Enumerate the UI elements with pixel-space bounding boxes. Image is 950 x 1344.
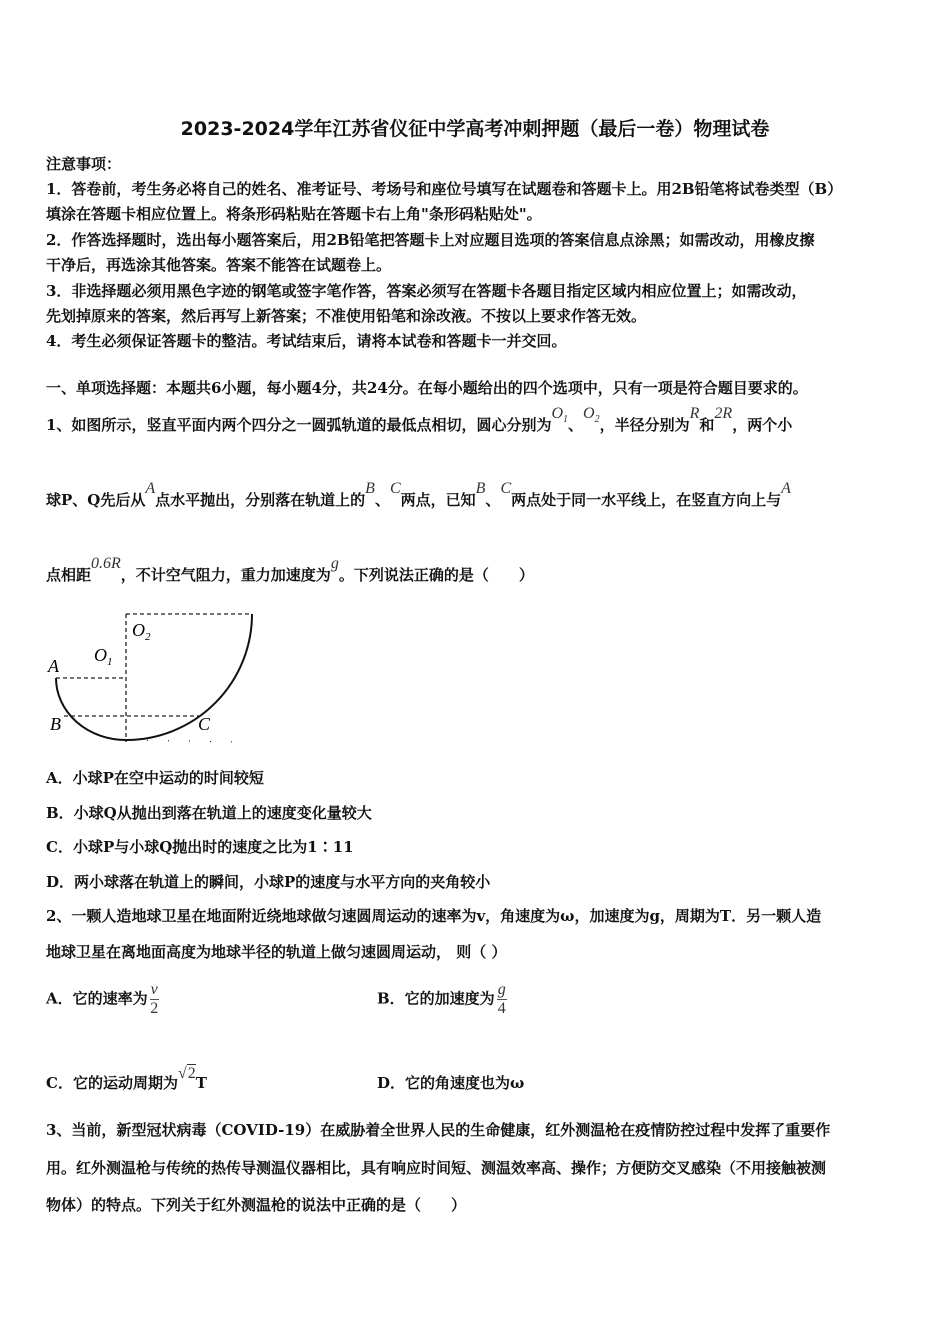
math-c: C (389, 480, 401, 497)
q2-option-c (46, 1065, 207, 1093)
notice-line: 干净后，再选涂其他答案。答案不能答在试题卷上。 (46, 256, 392, 274)
ground-tick (126, 740, 240, 742)
math-g: g (330, 555, 339, 572)
label-b: B (50, 714, 61, 734)
notice-line: 先划掉原来的答案，然后再写上新答案；不准使用铅笔和涂改液。不按以上要求作答无效。 (46, 307, 647, 325)
q1-text: 。下列说法正确的是（ ） (338, 566, 534, 584)
q1-text: 和 (699, 416, 715, 434)
math-c: C (500, 480, 512, 497)
q2-text-line2: 地球卫星在离地面高度为地球半径的轨道上做匀速圆周运动， 则（ ） (46, 943, 507, 961)
q1-figure-arcs (44, 608, 254, 748)
small-arc (56, 678, 126, 740)
fraction: $\frac{g}{4}$ (497, 981, 506, 1017)
q1-text-line3 (46, 555, 534, 585)
math-2r: 2R (714, 405, 733, 422)
math-b: B (365, 480, 375, 497)
label-o2: $O_2$ (132, 620, 151, 643)
option-text: T (195, 1074, 207, 1092)
q1-text: 点水平抛出，分别落在轨道上的 (155, 491, 366, 509)
option-text: A．它的速率为 (46, 989, 148, 1008)
q1-option-d: D．两小球落在轨道上的瞬间，小球P的速度与水平方向的夹角较小 (46, 873, 491, 891)
label-a: A (48, 656, 59, 676)
notice-header: 注意事项： (46, 155, 122, 173)
q2-option-d: D．它的角速度也为ω (377, 1074, 525, 1092)
math-o2: $O_2$ (583, 405, 600, 426)
q2-option-b (377, 981, 507, 1018)
q1-text: ，半径分别为 (599, 416, 690, 434)
fraction: $\frac{v}{2}$ (150, 981, 159, 1017)
q3-text-line2: 用。红外测温枪与传统的热传导测温仪器相比，具有响应时间短、测温效率高、操作；方便防交叉感染（不用接触被测 (46, 1159, 827, 1177)
q1-option-c: C．小球P与小球Q抛出时的速度之比为1∶11 (46, 838, 354, 856)
math-height: 0.6R (91, 555, 121, 572)
q1-text: 两点，已知 (400, 491, 476, 509)
math-r: R (689, 405, 700, 422)
section-heading: 一、单项选择题：本题共6小题，每小题4分，共24分。在每小题给出的四个选项中，只有一项是符合题目要求的。 (46, 379, 808, 397)
q1-text: 球P、Q先后从 (46, 491, 146, 509)
notice-line: 填涂在答题卡相应位置上。将条形码粘贴在答题卡右上角"条形码粘贴处"。 (46, 205, 542, 223)
q1-sep: 、 (485, 491, 501, 509)
notice-line: 2．作答选择题时，选出每小题答案后，用2B铅笔把答题卡上对应题目选项的答案信息点涂黑；如需改动，用橡皮擦 (46, 231, 815, 249)
math-a: A (145, 480, 156, 497)
page-title: 2023-2024学年江苏省仪征中学高考冲刺押题（最后一卷）物理试卷 (180, 118, 770, 140)
q1-text-line1 (46, 405, 793, 437)
q1-option-b: B．小球Q从抛出到落在轨道上的速度变化量较大 (46, 804, 372, 822)
q1-option-a: A．小球P在空中运动的时间较短 (46, 769, 264, 787)
math-b: B (475, 480, 486, 497)
q1-text-line2 (46, 480, 791, 510)
notice-line: 1．答卷前，考生务必将自己的姓名、准考证号、考场号和座位号填写在试题卷和答题卡上。用2B铅笔将试卷类型（B） (46, 180, 843, 198)
q3-text-line3: 物体）的特点。下列关于红外测温枪的说法中正确的是（ ） (46, 1196, 467, 1214)
q1-sep: 、 (568, 416, 584, 434)
q3-text-line1: 3、当前，新型冠状病毒（COVID-19）在威胁着全世界人民的生命健康，红外测温枪在疫情防控过程中发挥了重要作 (46, 1121, 831, 1139)
q1-text: 1、如图所示，竖直平面内两个四分之一圆弧轨道的最低点相切，圆心分别为 (46, 416, 552, 434)
math-o1: $O_1$ (551, 405, 569, 426)
notice-line: 4．考生必须保证答题卡的整洁。考试结束后，请将本试卷和答题卡一并交回。 (46, 332, 567, 350)
sqrt-expression: √2 (177, 1065, 196, 1082)
math-a: A (781, 480, 791, 497)
q1-sep: 、 (374, 491, 390, 509)
q1-text: 两点处于同一水平线上，在竖直方向上与 (511, 491, 782, 509)
q2-option-a (46, 981, 159, 1018)
q2-text-line1: 2、一颗人造地球卫星在地面附近绕地球做匀速圆周运动的速率为v，角速度为ω，加速度为g，周期为T．另一颗人造 (46, 907, 822, 925)
q1-text: ，不计空气阻力，重力加速度为 (120, 566, 331, 584)
q1-text: 点相距 (46, 566, 92, 584)
label-c: C (198, 714, 211, 734)
q1-text: ，两个小 (732, 416, 793, 434)
notice-line: 3．非选择题必须用黑色字迹的钢笔或签字笔作答，答案必须写在答题卡各题目指定区域内相应位置上；如需改动， (46, 282, 807, 300)
option-text: B．它的加速度为 (377, 989, 495, 1008)
label-o1: $O_1$ (94, 645, 113, 668)
option-text: C．它的运动周期为 (46, 1074, 178, 1092)
